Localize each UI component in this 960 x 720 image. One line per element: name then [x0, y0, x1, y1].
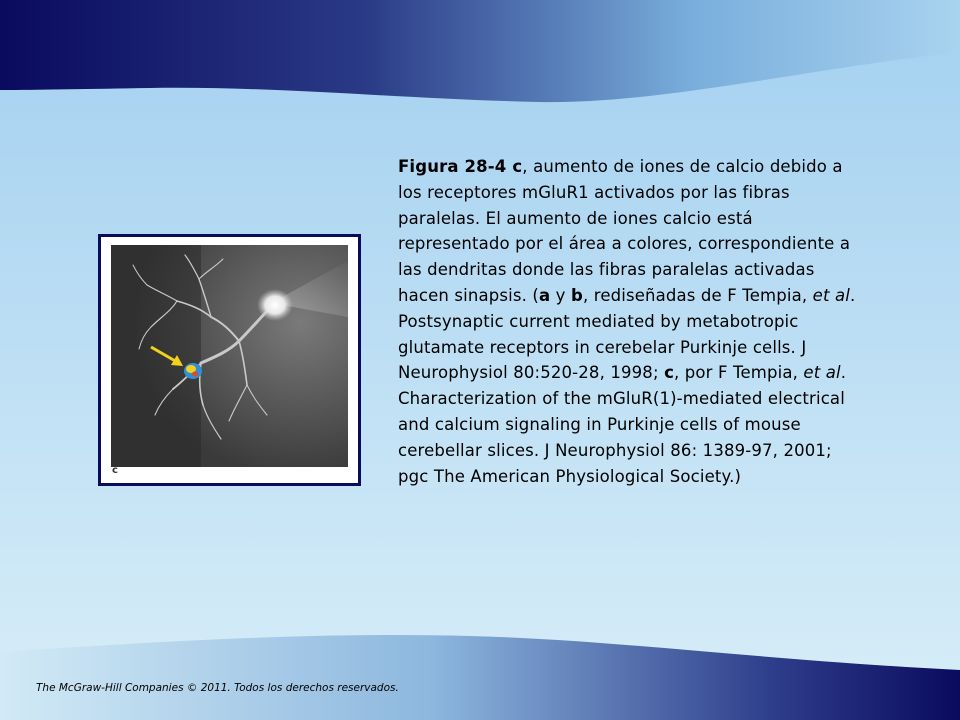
- caption-text: . Postsynaptic current mediated by metabotropic glutamate receptors in cerebelar Purkinje cells. J Neurophysiol 80:520-28, 1998;: [398, 285, 861, 383]
- figure-frame: [98, 234, 361, 486]
- panel-label: c: [112, 465, 118, 476]
- caption-text: . Characterization of the mGluR(1)-mediated electrical and calcium signaling in Purkinje cells of mouse cerebellar slices. J Neurophysiol 86: 1389-97, 2001; pgc The American Physiological Society.): [398, 363, 852, 486]
- caption-panel-b: b: [571, 285, 583, 305]
- caption-text: y: [550, 285, 571, 305]
- caption-text: , aumento de iones de calcio debido a los receptores mGluR1 activados por las fibras paralelas. El aumento de iones calcio está representado por el área a colores, correspondiente a las dendritas donde las fibras paralelas activadas hacen sinapsis. (: [398, 157, 856, 305]
- caption-et-al: et al: [803, 363, 841, 383]
- caption-panel-c: c: [664, 363, 674, 383]
- copyright-footer: The McGraw-Hill Companies © 2011. Todos los derechos reservados.: [36, 682, 399, 694]
- caption-et-al: et al: [812, 285, 850, 305]
- caption-text: , rediseñadas de F Tempia,: [582, 285, 813, 305]
- caption-text: , por F Tempia,: [674, 363, 804, 383]
- caption-panel-a: a: [538, 285, 551, 305]
- figure-caption: [398, 154, 861, 489]
- calcium-hotspot: [184, 363, 202, 379]
- fluorescence-micrograph: [111, 245, 348, 467]
- caption-figure-number: Figura 28-4 c: [398, 157, 523, 176]
